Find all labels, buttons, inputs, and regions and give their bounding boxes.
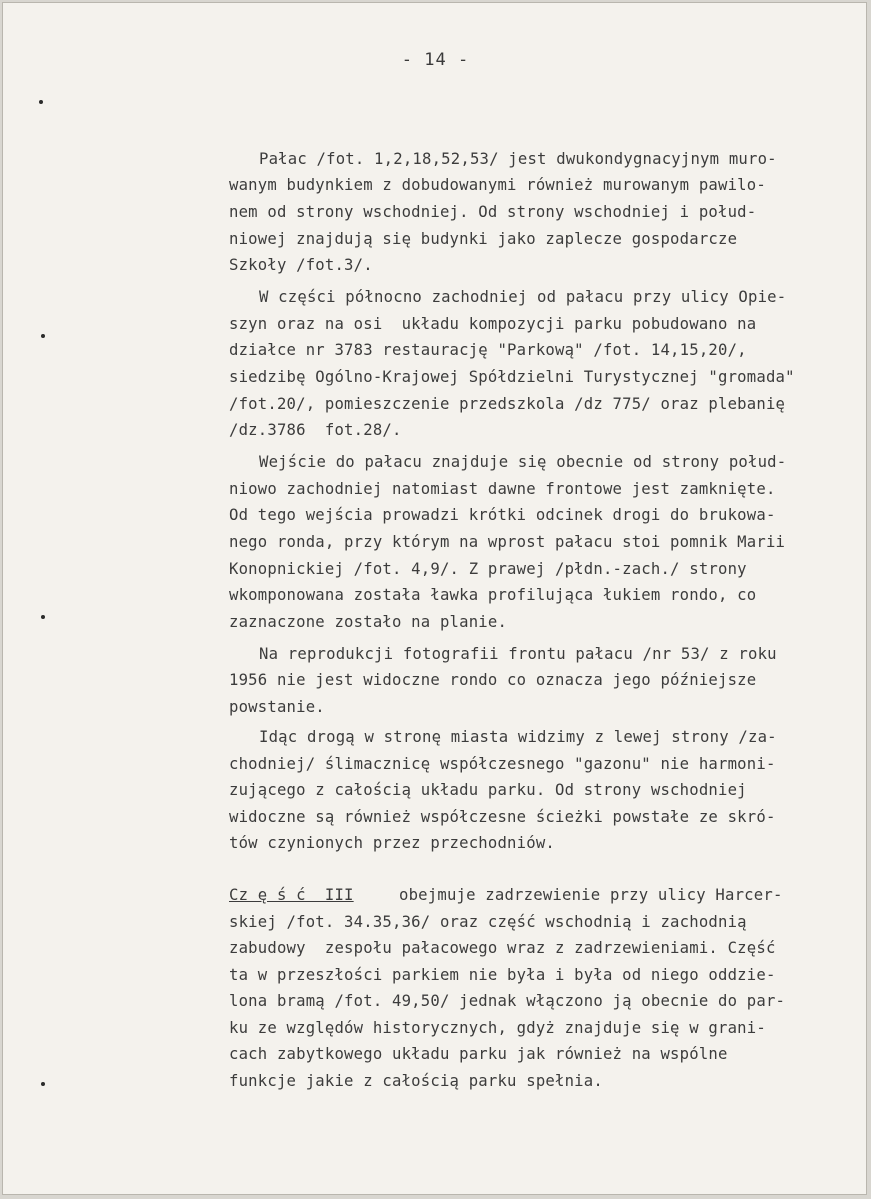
text-line: powstanie. — [229, 698, 325, 716]
margin-mark — [41, 615, 45, 619]
text-line: nego ronda, przy którym na wprost pałacu stoi pomnik Marii — [229, 533, 786, 551]
text-line: nem od strony wschodniej. Od strony wschodniej i połud- — [229, 203, 757, 221]
text-line: Wejście do pałacu znajduje się obecnie od strony połud- — [259, 453, 787, 471]
text-line: wkomponowana została ławka profilująca łukiem rondo, co — [229, 586, 757, 604]
text-line: chodniej/ ślimacznicę współczesnego "gazonu" nie harmoni- — [229, 755, 776, 773]
text-line: zującego z całością układu parku. Od strony wschodniej — [229, 781, 747, 799]
text-line: 1956 nie jest widoczne rondo co oznacza jego późniejsze — [229, 671, 757, 689]
text-line: funkcje jakie z całością parku spełnia. — [229, 1072, 603, 1090]
section-heading: Cz ę ś ć III — [229, 886, 354, 904]
text-line: Od tego wejścia prowadzi krótki odcinek drogi do brukowa- — [229, 506, 776, 524]
text-line: skiej /fot. 34.35,36/ oraz część wschodnią i zachodnią — [229, 913, 747, 931]
margin-mark — [41, 1082, 45, 1086]
text-line: /dz.3786 fot.28/. — [229, 421, 402, 439]
text-line: ta w przeszłości parkiem nie była i była od niego oddzie- — [229, 966, 776, 984]
document-page — [2, 2, 867, 1195]
text-line: zaznaczone zostało na planie. — [229, 613, 508, 631]
text-line: siedzibę Ogólno-Krajowej Spółdzielni Turystycznej "gromada" — [229, 368, 795, 386]
page-number: - 14 - — [401, 50, 470, 70]
text-line: tów czynionych przez przechodniów. — [229, 834, 555, 852]
text-line: W części północno zachodniej od pałacu przy ulicy Opie- — [259, 288, 787, 306]
text-line: Na reprodukcji fotografii frontu pałacu /nr 53/ z roku — [259, 645, 777, 663]
text-line: Szkoły /fot.3/. — [229, 256, 373, 274]
text-line: lona bramą /fot. 49,50/ jednak włączono ją obecnie do par- — [229, 992, 786, 1010]
text-line: działce nr 3783 restaurację "Parkową" /fot. 14,15,20/, — [229, 341, 747, 359]
text-line: /fot.20/, pomieszczenie przedszkola /dz 775/ oraz plebanię — [229, 395, 786, 413]
text-line: szyn oraz na osi układu kompozycji parku pobudowano na — [229, 315, 757, 333]
text-line: niowej znajdują się budynki jako zaplecze gospodarcze — [229, 230, 738, 248]
text-line: Pałac /fot. 1,2,18,52,53/ jest dwukondygnacyjnym muro- — [259, 150, 777, 168]
text-line: Konopnickiej /fot. 4,9/. Z prawej /płdn.-zach./ strony — [229, 560, 747, 578]
text-line: widoczne są również współczesne ścieżki powstałe ze skró- — [229, 808, 776, 826]
margin-mark — [41, 334, 45, 338]
text-line: ku ze względów historycznych, gdyż znajduje się w grani- — [229, 1019, 766, 1037]
margin-mark — [39, 100, 43, 104]
text-line: zabudowy zespołu pałacowego wraz z zadrzewieniami. Część — [229, 939, 776, 957]
text-line: cach zabytkowego układu parku jak również na wspólne — [229, 1045, 728, 1063]
text-line: wanym budynkiem z dobudowanymi również murowanym pawilo- — [229, 176, 766, 194]
text-line: Idąc drogą w stronę miasta widzimy z lewej strony /za- — [259, 728, 777, 746]
text-line: obejmuje zadrzewienie przy ulicy Harcer- — [399, 886, 783, 904]
text-line: niowo zachodniej natomiast dawne frontowe jest zamknięte. — [229, 480, 776, 498]
